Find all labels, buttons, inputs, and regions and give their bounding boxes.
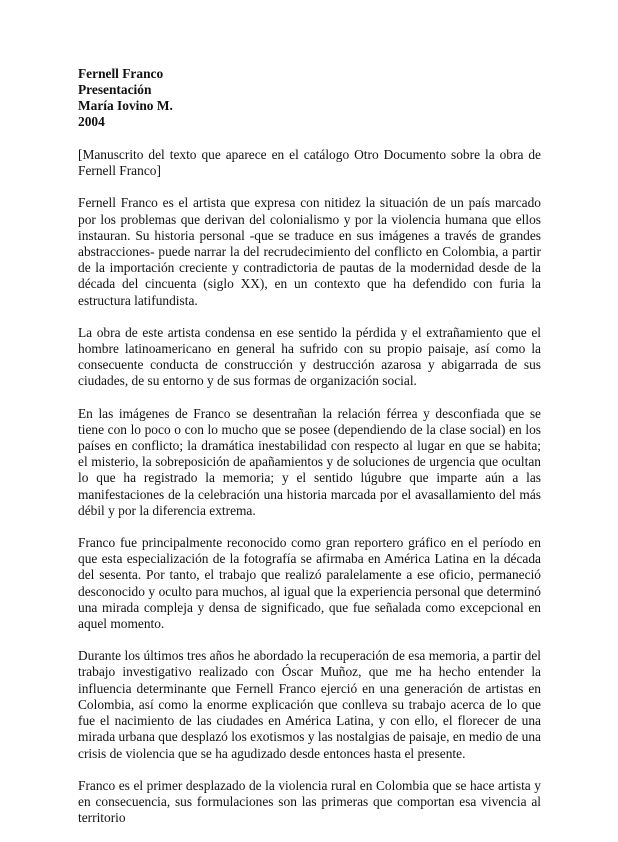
paragraph-5: Durante los últimos tres años he abordado la recuperación de esa memoria, a partir del trabajo investigativo realizado con Óscar Muñoz, que me ha hecho entender la influencia determinante que Fernell Franco ejerció en una generación de artistas en Colombia, así como la enorme explicación que conlleva su trabajo acerca de lo que fue el nacimiento de las ciudades en América Latina, y con ello, el florecer de una mirada urbana que desplazó los exotismos y las nostalgias de paisaje, en medio de una crisis de violencia que se ha agudizado desde entonces hasta el presente.: [78, 648, 541, 761]
header-block: [78, 66, 541, 130]
author-name: María Iovino M.: [78, 98, 173, 113]
paragraph-4: Franco fue principalmente reconocido como gran reportero gráfico en el período en que esta especialización de la fotografía se afirmaba en América Latina en la década del sesenta. Por tanto, el trabajo que realizó paralelamente a ese oficio, permaneció desconocido y oculto para muchos, al igual que la experiencia personal que determinó una mirada compleja y densa de significado, que fue señalada como excepcional en aquel momento.: [78, 535, 541, 632]
intro-note: [Manuscrito del texto que aparece en el catálogo Otro Documento sobre la obra de Fernell Franco]: [78, 147, 541, 179]
document-page: [78, 66, 541, 842]
artist-name: Fernell Franco: [78, 66, 164, 81]
paragraph-6: Franco es el primer desplazado de la violencia rural en Colombia que se hace artista y en consecuencia, sus formulaciones son las primeras que comportan esa vivencia al territorio: [78, 777, 541, 826]
paragraph-3: En las imágenes de Franco se desentrañan la relación férrea y desconfiada que se tiene con lo poco o con lo mucho que se posee (dependiendo de la clase social) en los países en conflicto; la dramática inestabilidad con respecto al lugar en que se habita; el misterio, la sobreposición de apañamientos y de soluciones de urgencia que ocultan lo que ha registrado la memoria; y el sentido lúgubre que imparte aún a las manifestaciones de la celebración una historia marcada por el avasallamiento del más débil y por la diferencia extrema.: [78, 405, 541, 518]
paragraph-1: Fernell Franco es el artista que expresa con nitidez la situación de un país marcado por los problemas que derivan del colonialismo y por la violencia humana que ellos instauran. Su historia personal -que se traduce en sus imágenes a través de grandes abstracciones- puede narrar la del recrudecimiento del conflicto en Colombia, a partir de la importación creciente y contradictoria de pautas de la modernidad desde de la década del cincuenta (siglo XX), en un contexto que ha defendido con furia la estructura latifundista.: [78, 195, 541, 308]
publication-year: 2004: [78, 114, 105, 129]
paragraph-2: La obra de este artista condensa en ese sentido la pérdida y el extrañamiento que el hombre latinoamericano en general ha sufrido con su propio paisaje, así como la consecuente conducta de construcción y destrucción azarosa y abigarrada de sus ciudades, de su entorno y de sus formas de organización social.: [78, 324, 541, 389]
section-title: Presentación: [78, 82, 152, 97]
